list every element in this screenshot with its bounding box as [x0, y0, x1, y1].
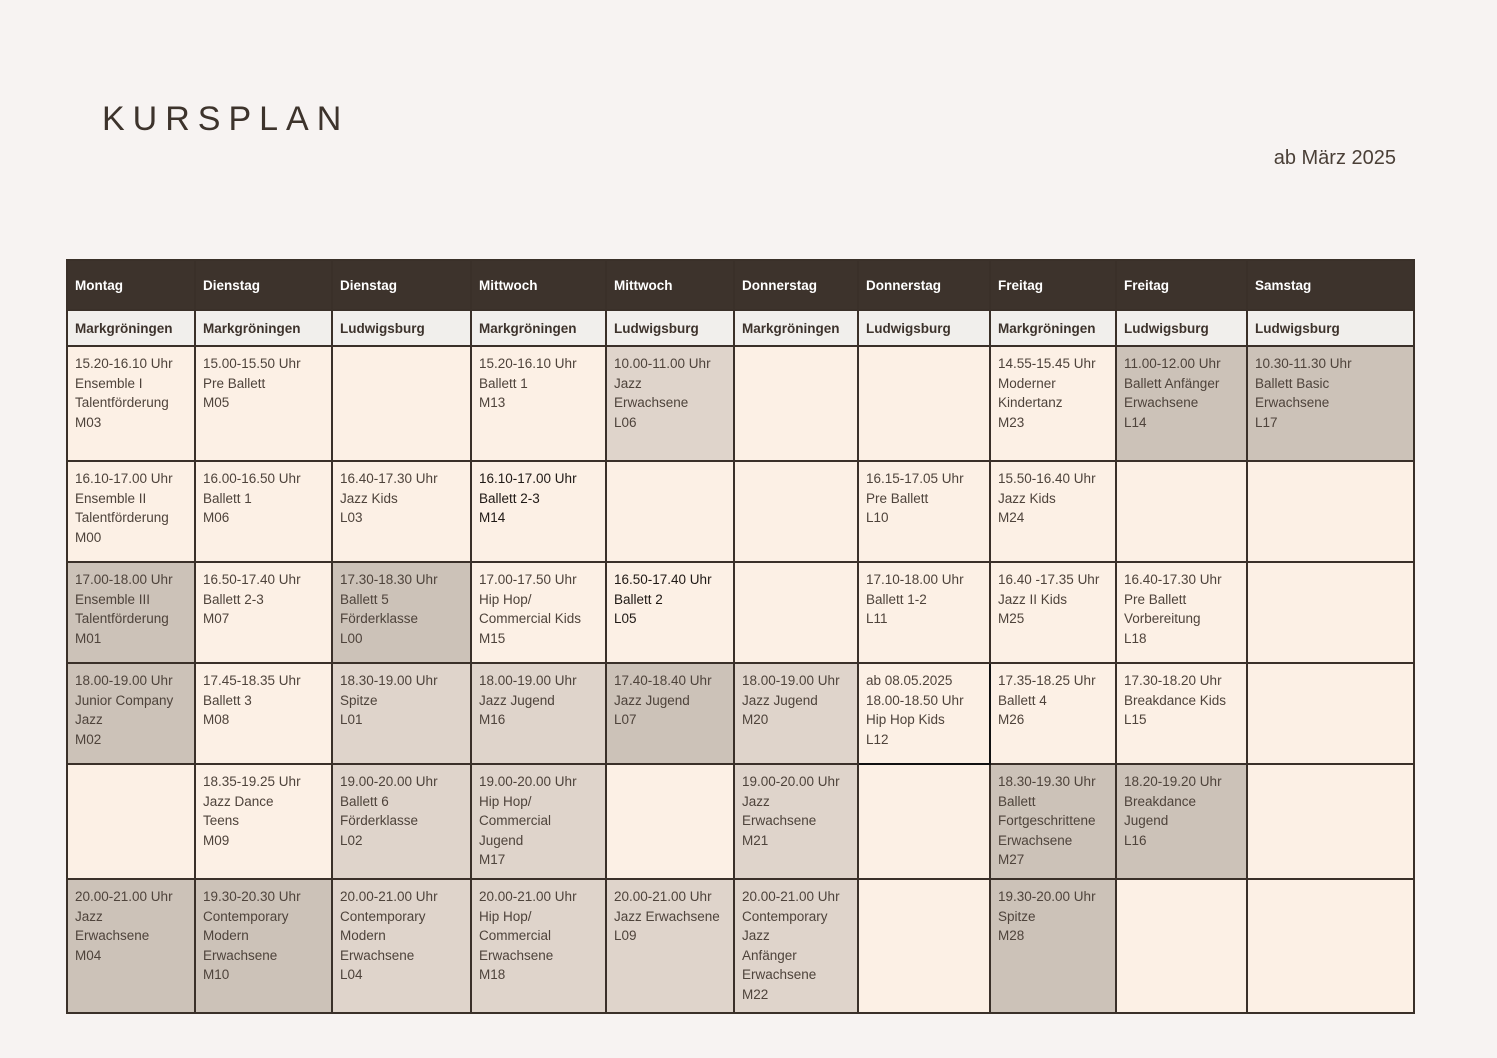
course-detail: Jazz Kids: [340, 490, 398, 506]
course-detail: M10: [203, 967, 230, 983]
course-detail: M24: [998, 510, 1025, 526]
schedule-table: [66, 259, 1415, 1014]
course-detail: Jazz Jugend: [614, 692, 690, 708]
course-time: ab 08.05.2025: [866, 673, 953, 688]
course-cell: [471, 346, 606, 461]
course-time: 15.00-15.50 Uhr: [203, 356, 301, 371]
course-cell: [734, 663, 858, 764]
course-detail: M28: [998, 928, 1025, 944]
empty-cell: [734, 346, 858, 461]
course-detail: M06: [203, 510, 230, 526]
course-detail: M02: [75, 731, 102, 747]
day-header: Mittwoch: [471, 260, 606, 310]
course-detail: Pre Ballett: [866, 490, 929, 506]
empty-cell: [858, 879, 990, 1013]
course-detail: Ballett 4: [998, 692, 1047, 708]
empty-cell: [734, 461, 858, 562]
course-time: 17.40-18.40 Uhr: [614, 673, 712, 688]
course-detail: M04: [75, 947, 102, 963]
schedule-row: [67, 879, 1414, 1013]
course-detail: M23: [998, 414, 1025, 430]
course-time: 19.00-20.00 Uhr: [479, 774, 577, 789]
day-header: Donnerstag: [734, 260, 858, 310]
course-detail: Jugend: [1124, 813, 1169, 829]
course-time: 19.00-20.00 Uhr: [340, 774, 438, 789]
course-time: 18.20-19.20 Uhr: [1124, 774, 1222, 789]
location-header: Ludwigsburg: [1116, 310, 1247, 346]
course-detail: Junior Company: [75, 692, 174, 708]
schedule-row: [67, 346, 1414, 461]
course-detail: Ensemble III: [75, 591, 151, 607]
course-time: 18.30-19.30 Uhr: [998, 774, 1096, 789]
course-cell: [195, 346, 332, 461]
course-cell: [990, 346, 1116, 461]
course-detail: Ballett 2: [614, 591, 663, 607]
course-time: 17.45-18.35 Uhr: [203, 673, 301, 688]
course-time: 15.50-16.40 Uhr: [998, 471, 1096, 486]
course-detail: Hip Hop Kids: [866, 712, 945, 728]
course-detail: L14: [1124, 414, 1147, 430]
course-detail: Erwachsene: [1255, 395, 1330, 411]
course-detail: Hip Hop/: [479, 793, 532, 809]
course-detail: Erwachsene: [742, 813, 817, 829]
course-cell: [195, 764, 332, 879]
course-detail: L18: [1124, 630, 1147, 646]
course-cell: [990, 663, 1116, 764]
course-cell: [734, 764, 858, 879]
course-detail: M01: [75, 630, 102, 646]
course-detail: L03: [340, 510, 363, 526]
course-detail: Förderklasse: [340, 813, 419, 829]
day-header: Freitag: [1116, 260, 1247, 310]
course-cell: [67, 879, 195, 1013]
course-detail: Erwachsene: [340, 947, 415, 963]
course-detail: Modern: [203, 928, 249, 944]
course-detail: L17: [1255, 414, 1278, 430]
course-detail: L09: [614, 928, 637, 944]
course-detail: Pre Ballett: [203, 375, 266, 391]
course-detail: Förderklasse: [340, 611, 419, 627]
course-time: 10.30-11.30 Uhr: [1255, 356, 1352, 371]
course-detail: Erwachsene: [75, 928, 150, 944]
course-detail: M27: [998, 852, 1025, 868]
course-detail: M07: [203, 611, 230, 627]
course-detail: Breakdance Kids: [1124, 692, 1227, 708]
location-header-row: [67, 310, 1414, 346]
location-header: Ludwigsburg: [606, 310, 734, 346]
course-cell: [858, 663, 990, 764]
empty-cell: [1247, 764, 1414, 879]
course-time: 16.40-17.30 Uhr: [1124, 572, 1222, 587]
course-cell: [67, 461, 195, 562]
course-detail: Hip Hop/: [479, 908, 532, 924]
course-detail: Ballett 1: [203, 490, 252, 506]
course-time: 15.20-16.10 Uhr: [75, 356, 173, 371]
location-header: Ludwigsburg: [332, 310, 471, 346]
empty-cell: [332, 346, 471, 461]
empty-cell: [67, 764, 195, 879]
course-cell: [606, 879, 734, 1013]
course-detail: M13: [479, 395, 506, 411]
course-detail: Ballett Basic: [1255, 375, 1330, 391]
course-detail: M15: [479, 630, 506, 646]
schedule-row: [67, 663, 1414, 764]
schedule-row: [67, 461, 1414, 562]
course-cell: [471, 879, 606, 1013]
course-detail: L00: [340, 630, 363, 646]
course-detail: Contemporary: [340, 908, 426, 924]
course-time: 17.00-17.50 Uhr: [479, 572, 577, 587]
empty-cell: [1247, 461, 1414, 562]
course-detail: Ballett 5: [340, 591, 389, 607]
course-detail: M03: [75, 414, 102, 430]
location-header: Markgröningen: [990, 310, 1116, 346]
location-header: Markgröningen: [734, 310, 858, 346]
course-detail: Kindertanz: [998, 395, 1063, 411]
course-detail: Ballett 2-3: [479, 490, 540, 506]
course-detail: Erwachsene: [998, 832, 1073, 848]
course-cell: [471, 562, 606, 663]
day-header: Montag: [67, 260, 195, 310]
course-cell: [990, 461, 1116, 562]
course-cell: [858, 562, 990, 663]
day-header: Freitag: [990, 260, 1116, 310]
course-time: 10.00-11.00 Uhr: [614, 356, 711, 371]
schedule-row: [67, 562, 1414, 663]
course-time: 16.50-17.40 Uhr: [203, 572, 301, 587]
course-time: 17.35-18.25 Uhr: [998, 673, 1096, 688]
course-detail: Talentförderung: [75, 395, 169, 411]
course-cell: [606, 562, 734, 663]
course-detail: Talentförderung: [75, 611, 169, 627]
course-detail: M21: [742, 832, 769, 848]
course-detail: Jazz Dance: [203, 793, 274, 809]
course-detail: M20: [742, 712, 769, 728]
course-detail: M09: [203, 832, 230, 848]
course-cell: [990, 764, 1116, 879]
page-title: KURSPLAN: [102, 100, 350, 138]
day-header-row: [67, 260, 1414, 310]
empty-cell: [858, 346, 990, 461]
course-cell: [67, 346, 195, 461]
empty-cell: [1247, 562, 1414, 663]
course-detail: Jugend: [479, 832, 524, 848]
course-cell: [1116, 346, 1247, 461]
course-detail: L10: [866, 510, 889, 526]
day-header: Mittwoch: [606, 260, 734, 310]
course-detail: Contemporary: [742, 908, 828, 924]
course-time: 16.40 -17.35 Uhr: [998, 572, 1100, 587]
course-detail: Ballett Anfänger: [1124, 375, 1220, 391]
course-detail: L02: [340, 832, 363, 848]
course-cell: [332, 461, 471, 562]
schedule-row: [67, 764, 1414, 879]
course-detail: L07: [614, 712, 637, 728]
day-header: Dienstag: [195, 260, 332, 310]
course-time: 20.00-21.00 Uhr: [75, 889, 173, 904]
course-detail: Commercial: [479, 813, 552, 829]
course-detail: Jazz: [742, 793, 770, 809]
course-cell: [195, 562, 332, 663]
course-time: 17.30-18.20 Uhr: [1124, 673, 1222, 688]
course-detail: Jazz II Kids: [998, 591, 1068, 607]
course-detail: Ballett: [998, 793, 1036, 809]
course-time: 18.30-19.00 Uhr: [340, 673, 438, 688]
course-detail: Erwachsene: [203, 947, 278, 963]
course-cell: [332, 764, 471, 879]
course-cell: [471, 461, 606, 562]
empty-cell: [606, 461, 734, 562]
day-header: Donnerstag: [858, 260, 990, 310]
course-detail: Talentförderung: [75, 510, 169, 526]
course-detail: M16: [479, 712, 506, 728]
course-time: 16.50-17.40 Uhr: [614, 572, 712, 587]
course-detail: Jazz Erwachsene: [614, 908, 720, 924]
course-cell: [990, 562, 1116, 663]
course-detail: Breakdance: [1124, 793, 1197, 809]
course-time: 20.00-21.00 Uhr: [479, 889, 577, 904]
course-detail: M05: [203, 395, 230, 411]
day-header: Dienstag: [332, 260, 471, 310]
course-time: 18.00-19.00 Uhr: [479, 673, 577, 688]
course-cell: [734, 879, 858, 1013]
course-detail: Jazz: [75, 712, 103, 728]
course-detail: M17: [479, 852, 506, 868]
course-cell: [332, 879, 471, 1013]
location-header: Markgröningen: [67, 310, 195, 346]
course-detail: Commercial Kids: [479, 611, 582, 627]
course-detail: Modern: [340, 928, 386, 944]
course-detail: Jazz: [75, 908, 103, 924]
course-cell: [195, 879, 332, 1013]
course-detail: Spitze: [340, 692, 378, 708]
location-header: Ludwigsburg: [1247, 310, 1414, 346]
course-time: 17.30-18.30 Uhr: [340, 572, 438, 587]
course-time: 17.00-18.00 Uhr: [75, 572, 173, 587]
course-cell: [858, 461, 990, 562]
course-detail: Anfänger: [742, 947, 797, 963]
course-detail: L11: [866, 611, 888, 627]
day-header: Samstag: [1247, 260, 1414, 310]
course-cell: [332, 562, 471, 663]
course-detail: Erwachsene: [742, 967, 817, 983]
course-detail: Teens: [203, 813, 240, 829]
empty-cell: [1116, 461, 1247, 562]
course-time: 18.35-19.25 Uhr: [203, 774, 301, 789]
course-time: 15.20-16.10 Uhr: [479, 356, 577, 371]
course-cell: [195, 461, 332, 562]
course-time: 20.00-21.00 Uhr: [614, 889, 712, 904]
course-cell: [195, 663, 332, 764]
course-time: 18.00-19.00 Uhr: [742, 673, 840, 688]
course-detail: Ballett 1-2: [866, 591, 927, 607]
course-detail: M18: [479, 967, 506, 983]
course-detail: L16: [1124, 832, 1147, 848]
course-detail: Erwachsene: [1124, 395, 1199, 411]
course-detail: Vorbereitung: [1124, 611, 1201, 627]
empty-cell: [1247, 879, 1414, 1013]
location-header: Ludwigsburg: [858, 310, 990, 346]
course-detail: Ballett 1: [479, 375, 528, 391]
course-detail: L04: [340, 967, 363, 983]
course-time: 19.30-20.00 Uhr: [998, 889, 1096, 904]
course-detail: Erwachsene: [479, 947, 554, 963]
course-time: 20.00-21.00 Uhr: [340, 889, 438, 904]
course-detail: 18.00-18.50 Uhr: [866, 692, 964, 708]
course-detail: Contemporary: [203, 908, 289, 924]
course-detail: Jazz Kids: [998, 490, 1056, 506]
course-detail: M22: [742, 986, 769, 1002]
course-detail: Moderner: [998, 375, 1056, 391]
course-cell: [1247, 346, 1414, 461]
course-detail: Hip Hop/: [479, 591, 532, 607]
course-detail: Ballett 6: [340, 793, 389, 809]
course-detail: M00: [75, 529, 102, 545]
course-cell: [67, 663, 195, 764]
course-detail: Fortgeschrittene: [998, 813, 1096, 829]
course-detail: Jazz: [614, 375, 642, 391]
course-detail: Jazz Jugend: [479, 692, 555, 708]
empty-cell: [606, 764, 734, 879]
course-cell: [606, 663, 734, 764]
course-time: 19.00-20.00 Uhr: [742, 774, 840, 789]
course-time: 17.10-18.00 Uhr: [866, 572, 964, 587]
course-cell: [990, 879, 1116, 1013]
course-detail: Jazz: [742, 928, 770, 944]
course-detail: L01: [340, 712, 363, 728]
course-detail: Ballett 3: [203, 692, 252, 708]
course-time: 16.00-16.50 Uhr: [203, 471, 301, 486]
empty-cell: [1247, 663, 1414, 764]
course-cell: [606, 346, 734, 461]
course-cell: [1116, 663, 1247, 764]
course-detail: Pre Ballett: [1124, 591, 1187, 607]
course-cell: [1116, 764, 1247, 879]
course-detail: L15: [1124, 712, 1147, 728]
course-time: 16.15-17.05 Uhr: [866, 471, 964, 486]
location-header: Markgröningen: [471, 310, 606, 346]
course-cell: [1116, 562, 1247, 663]
course-detail: Erwachsene: [614, 395, 689, 411]
course-cell: [471, 764, 606, 879]
course-time: 16.40-17.30 Uhr: [340, 471, 438, 486]
course-time: 20.00-21.00 Uhr: [742, 889, 840, 904]
course-time: 18.00-19.00 Uhr: [75, 673, 173, 688]
course-detail: Ensemble I: [75, 375, 143, 391]
empty-cell: [858, 764, 990, 879]
location-header: Markgröningen: [195, 310, 332, 346]
empty-cell: [734, 562, 858, 663]
empty-cell: [1116, 879, 1247, 1013]
course-detail: Ballett 2-3: [203, 591, 264, 607]
course-detail: M14: [479, 510, 506, 526]
course-detail: Jazz Jugend: [742, 692, 818, 708]
course-detail: M08: [203, 712, 230, 728]
course-time: 16.10-17.00 Uhr: [479, 471, 577, 486]
course-detail: Commercial: [479, 928, 552, 944]
course-detail: Ensemble II: [75, 490, 147, 506]
course-detail: L12: [866, 731, 889, 747]
course-cell: [332, 663, 471, 764]
course-detail: L06: [614, 414, 637, 430]
course-cell: [67, 562, 195, 663]
course-time: 11.00-12.00 Uhr: [1124, 356, 1221, 371]
course-detail: M25: [998, 611, 1025, 627]
course-detail: M26: [998, 712, 1025, 728]
course-time: 14.55-15.45 Uhr: [998, 356, 1096, 371]
course-detail: Spitze: [998, 908, 1036, 924]
course-cell: [471, 663, 606, 764]
course-time: 19.30-20.30 Uhr: [203, 889, 301, 904]
course-detail: L05: [614, 611, 637, 627]
page-subtitle: ab März 2025: [1273, 147, 1396, 169]
course-time: 16.10-17.00 Uhr: [75, 471, 173, 486]
